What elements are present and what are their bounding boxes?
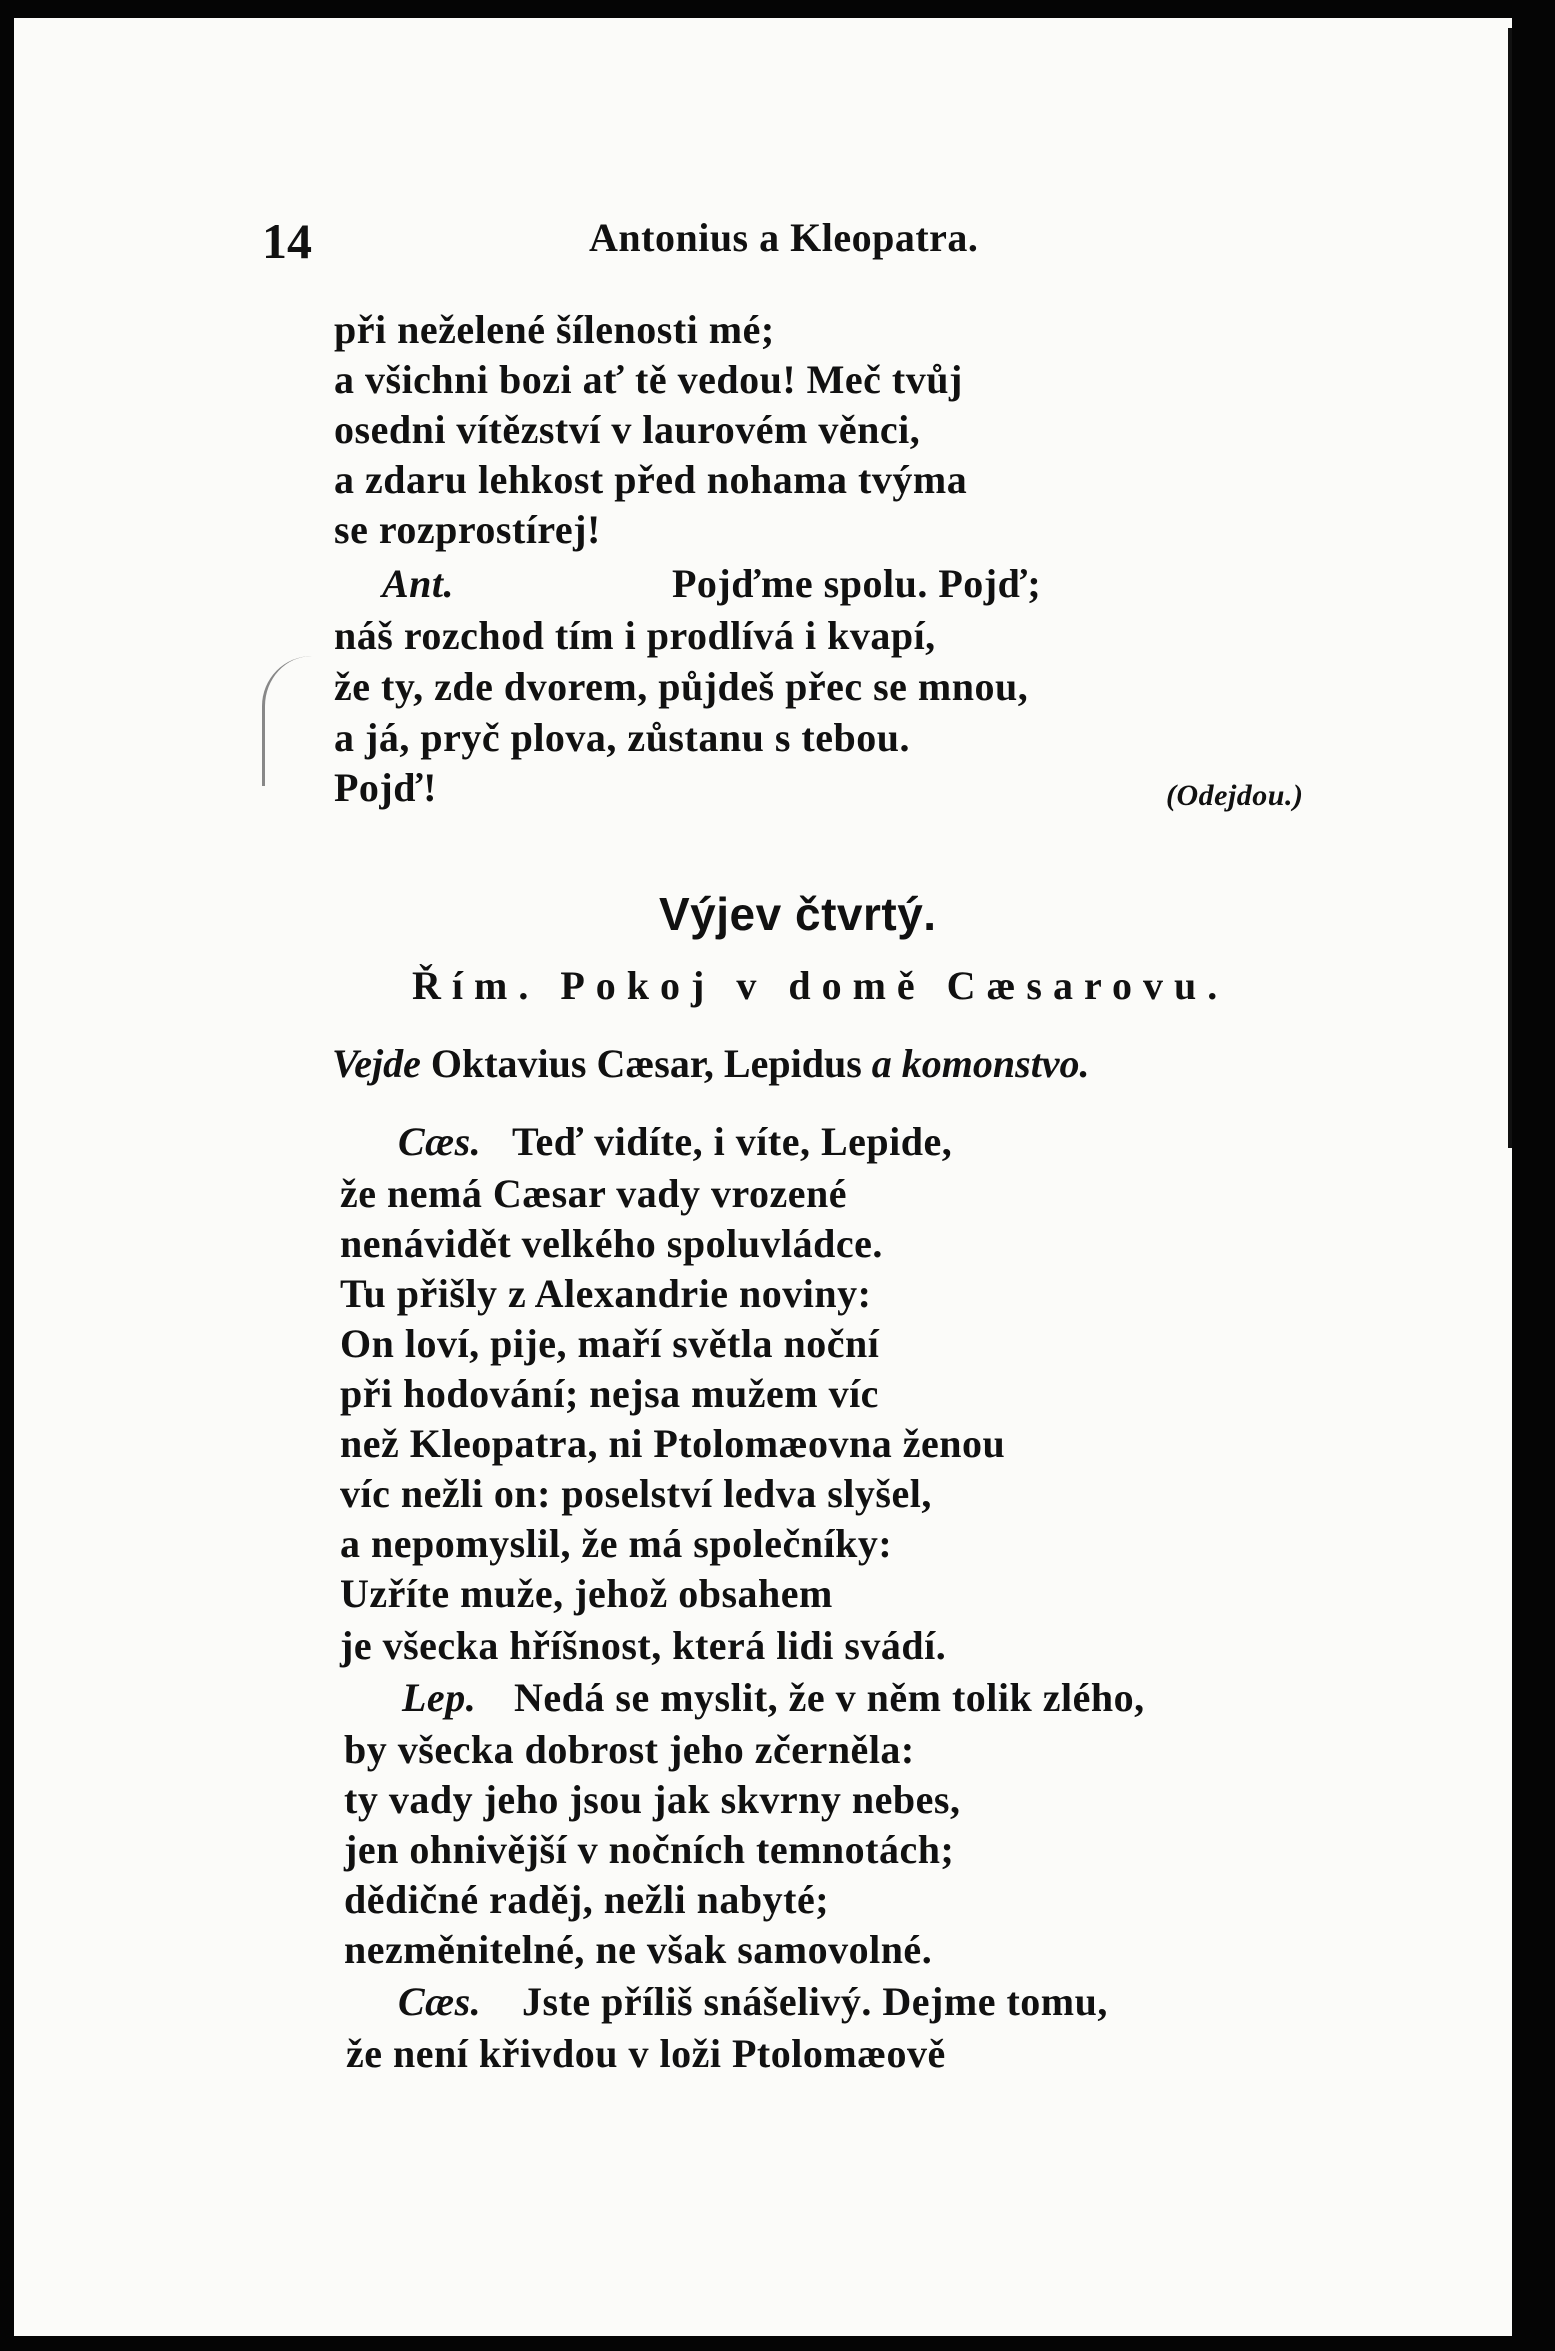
verse-line: při hodování; nejsa mužem víc [340, 1371, 879, 1416]
speaker-name: Cæs. [398, 1119, 482, 1164]
verse-line: a nepomyslil, že má společníky: [340, 1521, 893, 1566]
verse-line: Tu přišly z Alexandrie noviny: [340, 1271, 872, 1316]
page-number: 14 [262, 213, 312, 269]
verse-line: Pojďme spolu. Pojď; [672, 561, 1042, 606]
verse-line: víc nežli on: poselství ledva slyšel, [340, 1471, 932, 1516]
verse-line: On loví, pije, maří světla noční [340, 1321, 880, 1366]
verse-line: nenávidět velkého spoluvládce. [340, 1221, 883, 1266]
verse-line: Pojď! [334, 765, 437, 810]
entrance-retinue: komonstvo. [901, 1041, 1090, 1086]
verse-line: osedni vítězství v laurovém věnci, [334, 407, 921, 452]
verse-line: nezměnitelné, ne však samovolné. [344, 1927, 933, 1972]
stage-direction: (Odejdou.) [1166, 779, 1304, 812]
scene-location: Řím. Pokoj v domě Cæsarovu. [412, 963, 1229, 1008]
verse-line: dědičné raděj, nežli nabyté; [344, 1877, 830, 1922]
verse-line: a já, pryč plova, zůstanu s tebou. [334, 715, 910, 760]
verse-line: se rozprostírej! [334, 507, 601, 552]
speaker-name: Cæs. [398, 1979, 482, 2024]
verse-line: že není křivdou v loži Ptolomæově [346, 2031, 946, 2076]
verse-line: Uzříte muže, jehož obsahem [340, 1571, 833, 1616]
verse-line: Teď vidíte, i víte, Lepide, [512, 1119, 953, 1164]
verse-line: by všecka dobrost jeho zčerněla: [344, 1727, 915, 1772]
entrance-verb: Vejde [332, 1041, 421, 1086]
verse-line: že nemá Cæsar vady vrozené [340, 1171, 847, 1216]
verse-line: Jste příliš snášelivý. Dejme tomu, [522, 1979, 1108, 2024]
scene-title: Výjev čtvrtý. [659, 888, 937, 940]
entrance-direction [332, 1040, 1090, 1088]
verse-line: při neželené šílenosti mé; [334, 307, 775, 352]
book-page [14, 18, 1512, 2336]
verse-line: ty vady jeho jsou jak skvrny nebes, [344, 1777, 961, 1822]
verse-line: a zdaru lehkost před nohama tvýma [334, 457, 968, 502]
verse-line: že ty, zde dvorem, půjdeš přec se mnou, [334, 664, 1029, 709]
verse-line: náš rozchod tím i prodlívá i kvapí, [334, 613, 936, 658]
verse-line: Nedá se myslit, že v něm tolik zlého, [514, 1675, 1145, 1720]
running-head: Antonius a Kleopatra. [589, 215, 979, 260]
verse-line: jen ohnivější v nočních temnotách; [344, 1827, 955, 1872]
entrance-names: Oktavius Cæsar, Lepidus [430, 1041, 862, 1086]
verse-line: a všichni bozi ať tě vedou! Meč tvůj [334, 357, 963, 402]
speaker-name: Ant. [382, 561, 455, 606]
verse-line: je všecka hříšnost, která lidi svádí. [340, 1623, 947, 1668]
verse-line: než Kleopatra, ni Ptolomæovna ženou [340, 1421, 1006, 1466]
page-text [14, 18, 1512, 2336]
entrance-conj: a [871, 1041, 892, 1086]
speaker-name: Lep. [402, 1675, 477, 1720]
